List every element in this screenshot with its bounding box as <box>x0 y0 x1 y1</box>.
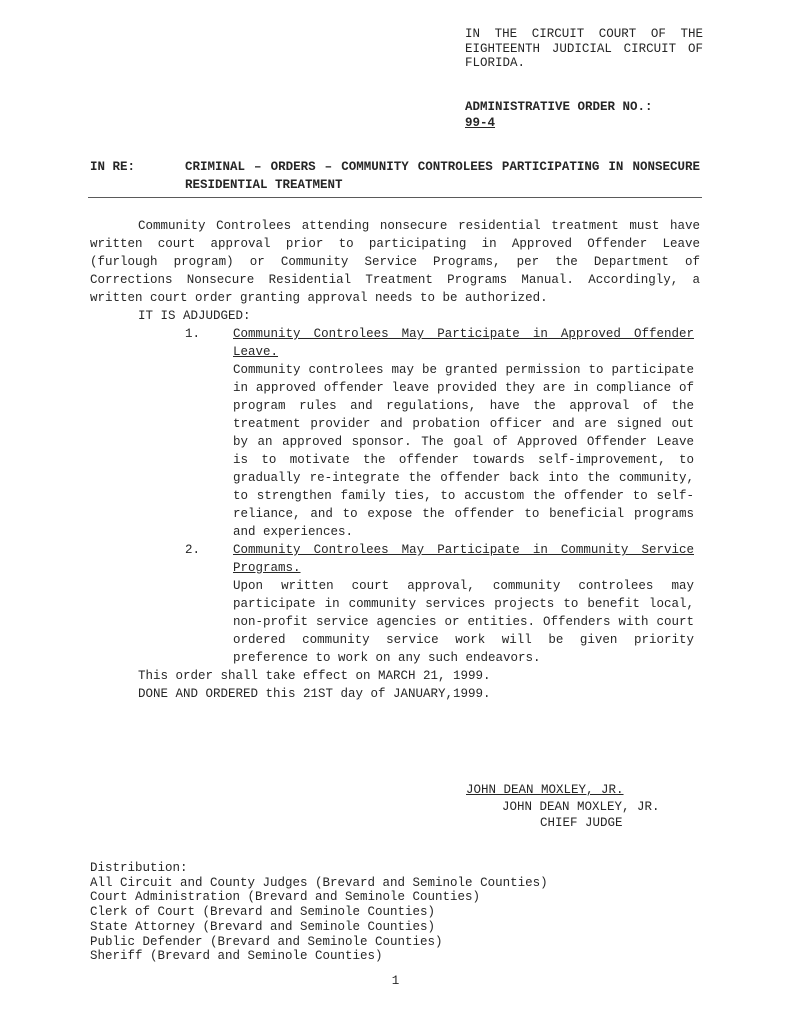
court-name-header: IN THE CIRCUIT COURT OF THE EIGHTEENTH JUDICIAL CIRCUIT OF FLORIDA. <box>465 27 703 71</box>
judge-printed-name: JOHN DEAN MOXLEY, JR. <box>502 799 660 814</box>
admin-order-label: ADMINISTRATIVE ORDER NO.: <box>465 100 653 114</box>
case-caption <box>90 158 702 194</box>
distribution-entry: State Attorney (Brevard and Seminole Counties) <box>90 919 436 934</box>
signature-block <box>464 782 660 832</box>
in-re-label: IN RE: <box>90 160 136 174</box>
distribution-entry: Public Defender (Brevard and Seminole Counties) <box>90 934 443 949</box>
page-number: 1 <box>391 974 400 988</box>
item-2-heading: Community Controlees May Participate in Community Service Programs. <box>233 543 694 575</box>
item-2-number: 2. <box>185 543 201 557</box>
admin-order-block <box>465 99 703 131</box>
effective-date-line: This order shall take effect on MARCH 21, 1999. <box>138 669 491 683</box>
judge-signature-line: JOHN DEAN MOXLEY, JR. <box>466 783 624 797</box>
intro-paragraph: Community Controlees attending nonsecure residential treatment must have written court approval prior to participating in Approved Offender Leave (furlough program) or Community Service Programs, per the Department of Corrections Nonsecure Residential Treatment Programs Manual. Accordingly, a written court order granting approval needs to be authorized. <box>90 219 700 305</box>
adjudged-line: IT IS ADJUDGED: <box>138 309 251 323</box>
distribution-list <box>90 861 548 964</box>
distribution-label: Distribution: <box>90 861 188 875</box>
item-1-heading: Community Controlees May Participate in Approved Offender Leave. <box>233 327 694 359</box>
item-2-text: Upon written court approval, community controlees may participate in community services projects to benefit local, non-profit service agencies or entities. Offenders with court ordered community service work will be given priority preference to work on any such endeavors. <box>233 579 694 665</box>
admin-order-number: 99-4 <box>465 116 496 130</box>
order-body <box>90 217 700 703</box>
order-item-2 <box>185 541 694 667</box>
order-item-1 <box>185 325 694 541</box>
distribution-entry: Court Administration (Brevard and Seminole Counties) <box>90 890 481 905</box>
judge-title: CHIEF JUDGE <box>540 816 623 830</box>
item-1-number: 1. <box>185 327 201 341</box>
distribution-entry: All Circuit and County Judges (Brevard and Seminole Counties) <box>90 875 548 890</box>
item-1-text: Community controlees may be granted permission to participate in approved offender leave provided they are in compliance of program rules and regulations, have the approval of the treatment provider and probation officer and are signed out by an approved sponsor. The goal of Approved Offender Leave is to motivate the offender towards self-improvement, to gradually re-integrate the offender back into the community, to strengthen family ties, to accustom the offender to self-reliance, and to expose the offender to beneficial programs and experiences. <box>233 363 694 539</box>
done-and-ordered-line: DONE AND ORDERED this 21ST day of JANUARY,1999. <box>138 687 491 701</box>
distribution-entry: Clerk of Court (Brevard and Seminole Counties) <box>90 905 436 920</box>
distribution-entry: Sheriff (Brevard and Seminole Counties) <box>90 949 383 964</box>
case-subject: CRIMINAL – ORDERS – COMMUNITY CONTROLEES PARTICIPATING IN NONSECURE RESIDENTIAL TREATMENT <box>185 160 700 192</box>
caption-divider-line <box>88 197 702 198</box>
